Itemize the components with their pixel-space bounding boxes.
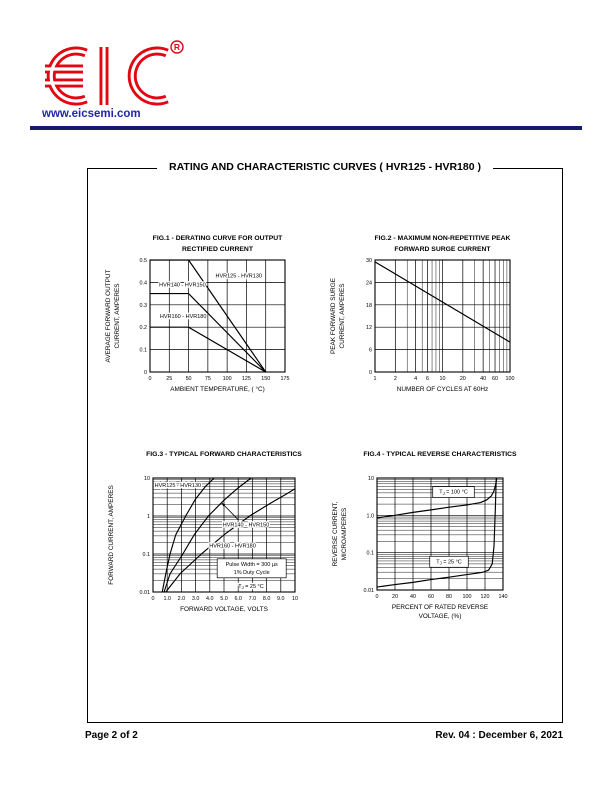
svg-text:100: 100 <box>505 376 515 382</box>
svg-text:MICROAMPERES: MICROAMPERES <box>341 507 348 561</box>
svg-text:2: 2 <box>393 376 397 382</box>
svg-text:80: 80 <box>446 594 452 600</box>
svg-text:4.0: 4.0 <box>206 596 214 602</box>
svg-text:HVR140 - HVR150: HVR140 - HVR150 <box>222 522 270 529</box>
svg-text:18: 18 <box>366 302 372 309</box>
svg-text:0.01: 0.01 <box>363 588 374 594</box>
svg-text:0.1: 0.1 <box>139 347 147 354</box>
website-link[interactable]: www.eicsemi.com <box>42 108 141 120</box>
svg-text:150: 150 <box>261 376 271 382</box>
svg-text:FORWARD VOLTAGE, VOLTS: FORWARD VOLTAGE, VOLTS <box>180 606 268 613</box>
svg-text:125: 125 <box>241 376 251 382</box>
svg-text:100: 100 <box>462 594 472 600</box>
fig3-forward-characteristics-chart <box>103 446 325 627</box>
svg-text:0.2: 0.2 <box>139 325 147 332</box>
svg-text:100: 100 <box>222 376 232 382</box>
svg-text:NUMBER OF CYCLES AT 60Hz: NUMBER OF CYCLES AT 60Hz <box>396 386 489 393</box>
svg-text:PEAK FORWARD SURGE: PEAK FORWARD SURGE <box>330 278 337 354</box>
svg-text:0: 0 <box>375 594 379 600</box>
fig4-canvas <box>327 446 547 634</box>
svg-text:6: 6 <box>369 347 372 354</box>
svg-text:FORWARD SURGE CURRENT: FORWARD SURGE CURRENT <box>394 246 491 253</box>
svg-text:FIG.2 - MAXIMUM NON-REPETITIVE: FIG.2 - MAXIMUM NON-REPETITIVE PEAK <box>374 235 511 242</box>
svg-text:1% Duty Cycle: 1% Duty Cycle <box>233 569 270 576</box>
svg-text:30: 30 <box>366 258 372 264</box>
svg-text:25: 25 <box>166 376 173 382</box>
svg-text:10: 10 <box>144 476 150 482</box>
svg-text:6.0: 6.0 <box>234 596 242 602</box>
fig2-surge-current-chart <box>325 230 545 407</box>
svg-text:FIG.3 - TYPICAL FORWARD CHARAC: FIG.3 - TYPICAL FORWARD CHARACTERISTICS <box>146 451 302 458</box>
svg-text:RECTIFIED CURRENT: RECTIFIED CURRENT <box>182 246 253 253</box>
fig1-canvas <box>100 230 320 402</box>
svg-text:Pulse Width = 300 µs: Pulse Width = 300 µs <box>225 561 278 568</box>
svg-text:HVR140 - HVR150: HVR140 - HVR150 <box>159 282 206 289</box>
svg-text:7.0: 7.0 <box>248 596 257 602</box>
fig4-reverse-characteristics-chart <box>327 446 547 639</box>
svg-text:HVR125 - HVR130: HVR125 - HVR130 <box>154 483 202 490</box>
page-title: RATING AND CHARACTERISTIC CURVES ( HVR125 - HVR180 ) <box>157 161 493 173</box>
svg-text:40: 40 <box>480 376 487 382</box>
svg-text:0: 0 <box>144 370 147 376</box>
svg-text:1.0: 1.0 <box>163 596 171 602</box>
svg-text:20: 20 <box>459 376 466 382</box>
svg-text:R: R <box>173 42 181 52</box>
svg-text:24: 24 <box>366 280 372 287</box>
svg-text:10: 10 <box>439 376 446 382</box>
svg-text:5.0: 5.0 <box>220 596 228 602</box>
svg-text:1: 1 <box>147 514 150 520</box>
svg-text:175: 175 <box>280 376 290 382</box>
fig2-canvas <box>325 230 545 402</box>
svg-text:FIG.4 - TYPICAL REVERSE CHARAC: FIG.4 - TYPICAL REVERSE CHARACTERISTICS <box>363 451 517 458</box>
fig3-canvas <box>103 446 325 622</box>
svg-text:0.01: 0.01 <box>139 590 150 596</box>
fig1-derating-curve-chart <box>100 230 320 407</box>
svg-text:0.4: 0.4 <box>139 280 147 287</box>
svg-text:TJ = 100 °C: $T_J = 100$ °C <box>439 489 468 496</box>
svg-text:VOLTAGE, (%): VOLTAGE, (%) <box>418 613 462 620</box>
svg-text:0: 0 <box>151 596 155 602</box>
svg-text:1.0: 1.0 <box>366 513 374 520</box>
svg-text:TJ = 25 °C: $T_J = 25$ °C <box>436 559 462 566</box>
svg-text:50: 50 <box>185 376 192 382</box>
svg-text:HVR125 - HVR130: HVR125 - HVR130 <box>215 273 262 280</box>
svg-text:60: 60 <box>428 594 434 600</box>
svg-text:0: 0 <box>148 376 152 382</box>
svg-text:60: 60 <box>492 376 499 382</box>
svg-text:20: 20 <box>392 594 398 600</box>
svg-text:10: 10 <box>292 596 298 602</box>
svg-text:2.0: 2.0 <box>177 596 186 602</box>
svg-text:AMBIENT TEMPERATURE, ( °C): AMBIENT TEMPERATURE, ( °C) <box>170 386 265 393</box>
svg-text:TJ = 25 °C: $T_J = 25$ °C <box>238 583 264 591</box>
registered-mark <box>171 41 183 53</box>
svg-text:120: 120 <box>480 594 490 600</box>
svg-text:FIG.1 - DERATING CURVE FOR OUT: FIG.1 - DERATING CURVE FOR OUTPUT <box>152 235 283 242</box>
svg-text:6: 6 <box>426 376 430 382</box>
svg-text:0: 0 <box>369 370 372 376</box>
svg-text:8.0: 8.0 <box>262 596 271 602</box>
footer-revision: Rev. 04 : December 6, 2021 <box>435 730 563 741</box>
eic-logo <box>34 38 194 110</box>
svg-text:HVR160 - HVR180: HVR160 - HVR180 <box>159 314 207 320</box>
svg-text:3.0: 3.0 <box>191 596 200 602</box>
svg-text:PERCENT OF RATED REVERSE: PERCENT OF RATED REVERSE <box>391 604 489 611</box>
svg-text:AVERAGE FORWARD OUTPUT: AVERAGE FORWARD OUTPUT <box>105 269 112 363</box>
svg-text:9.0: 9.0 <box>277 596 285 602</box>
svg-text:CURRENT, AMPERES: CURRENT, AMPERES <box>114 283 121 349</box>
svg-text:12: 12 <box>366 325 372 332</box>
svg-text:4: 4 <box>414 376 418 382</box>
svg-text:1: 1 <box>373 376 377 382</box>
svg-text:0.1: 0.1 <box>366 550 374 557</box>
svg-text:0.1: 0.1 <box>142 552 150 558</box>
svg-text:40: 40 <box>410 594 416 600</box>
svg-text:0.5: 0.5 <box>139 258 147 264</box>
svg-text:CURRENT, AMPERES: CURRENT, AMPERES <box>339 283 346 349</box>
svg-text:REVERSE CURRENT,: REVERSE CURRENT, <box>332 501 339 567</box>
svg-text:10: 10 <box>368 476 374 482</box>
footer-page-number: Page 2 of 2 <box>85 730 138 741</box>
svg-text:140: 140 <box>498 594 508 600</box>
svg-text:75: 75 <box>204 376 211 382</box>
svg-text:0.3: 0.3 <box>139 302 147 309</box>
svg-text:FORWARD CURRENT, AMPERES: FORWARD CURRENT, AMPERES <box>108 485 115 585</box>
svg-text:HVR160 - HVR180: HVR160 - HVR180 <box>209 543 256 550</box>
header-rule <box>30 126 582 130</box>
